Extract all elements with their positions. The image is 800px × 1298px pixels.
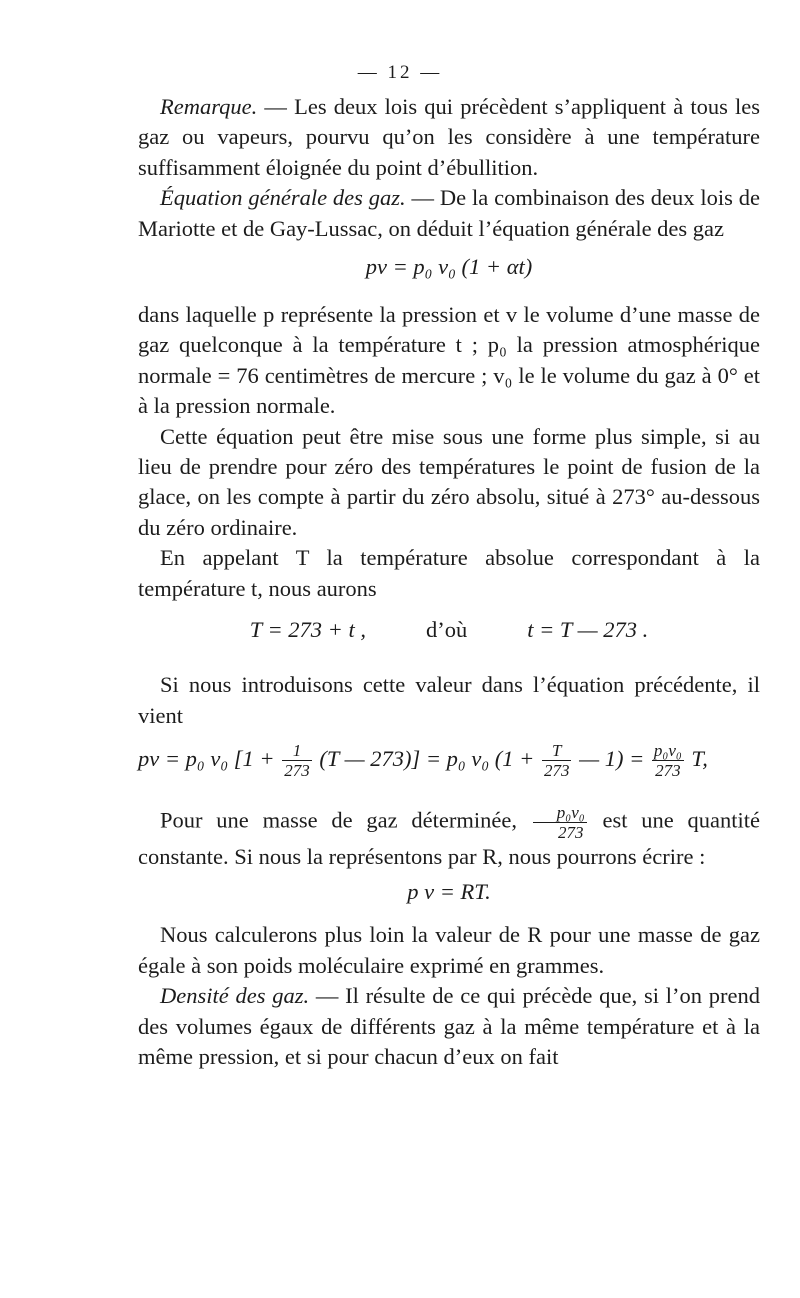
heading-equation-generale: Équation générale des gaz. (160, 185, 406, 211)
fraction-numerator: p₀v₀ (533, 803, 587, 823)
fraction-denominator: 273 (655, 760, 681, 780)
fraction-numerator: p₀v₀ (653, 740, 682, 760)
fraction-T-over-273 (542, 741, 572, 780)
fraction-p0v0-over-273-inline (533, 803, 587, 842)
fraction-numerator: T (542, 741, 572, 761)
eq3-part-1: pv = p₀ v₀ [1 + (138, 745, 275, 771)
eq3-part-4: T, (691, 745, 708, 771)
pour-after: est une quantité constante. Si nous la représentons par R, nous pourrons écrire : (138, 807, 760, 869)
paragraph-cette-equation: Cette équation peut être mise sous une forme plus simple, si au lieu de prendre pour zéro des températures le point de fusion de la glace, on les compte à partir du zéro absolu, situé à 273° au-dessous du zéro ordinaire. (138, 423, 760, 540)
eq3-part-3: — 1) = (579, 745, 645, 771)
fraction-1-over-273 (282, 741, 312, 780)
pour-before: Pour une masse de gaz déterminée, (160, 807, 517, 833)
densite-text: — Il résulte de ce qui précède que, si l’on prend des volumes égaux de différents gaz à la même température et à la même pression, et si pour chacun d’eux on fait (138, 983, 760, 1069)
fraction-denominator: 273 (284, 760, 310, 780)
equation-gas-law: pv = p₀ v₀ (1 + αt) (365, 254, 533, 280)
remarque-text: — Les deux lois qui précèdent s’appliquent à tous les gaz ou vapeurs, pourvu qu’on les considère à une température suffisamment éloignée du point d’ébullition. (138, 94, 760, 180)
paragraph-pour-une-masse (138, 803, 760, 872)
paragraph-equation-generale (138, 183, 760, 244)
heading-remarque: Remarque. (160, 94, 258, 119)
paragraph-densite (138, 981, 760, 1072)
equation-T-left: T = 273 + t , (249, 617, 366, 643)
equation-derivation (138, 741, 760, 789)
heading-densite: Densité des gaz. (160, 983, 310, 1009)
paragraph-remarque (138, 92, 760, 183)
page-body (138, 92, 760, 1072)
eq3-part-2: (T — 273)] = p₀ v₀ (1 + (319, 745, 535, 771)
paragraph-si-nous: Si nous introduisons cette valeur dans l’équation précédente, il vient (138, 672, 760, 728)
paragraph-dans-laquelle: dans laquelle p représente la pression et v le volume d’une masse de gaz quelconque à la température t ; p₀ la pression atmosphérique normale = 76 centimètres de mercure ; v₀ le le volume du gaz à 0° et à la pression normale. (138, 302, 760, 419)
equation-absolute-temperature (138, 612, 760, 648)
equation-generale-text: — De la combinaison des deux lois de Mariotte et de Gay-Lussac, on déduit l’équation générale des gaz (138, 185, 760, 241)
equation-t-right: t = T — 273 . (527, 617, 649, 643)
equation-dou: d’où (425, 617, 468, 643)
fraction-p0v0-over-273 (652, 741, 684, 780)
fraction-numerator: 1 (282, 741, 312, 761)
paragraph-nous-calculerons: Nous calculerons plus loin la valeur de R pour une masse de gaz égale à son poids moléculaire exprimé en grammes. (138, 922, 760, 978)
fraction-denominator: 273 (543, 760, 570, 780)
page-number: — 12 — (357, 62, 443, 83)
equation-pv-RT: p v = RT. (407, 879, 491, 905)
paragraph-en-appelant: En appelant T la température absolue correspondant à la température t, nous aurons (138, 545, 760, 601)
fraction-denominator: 273 (557, 822, 584, 842)
